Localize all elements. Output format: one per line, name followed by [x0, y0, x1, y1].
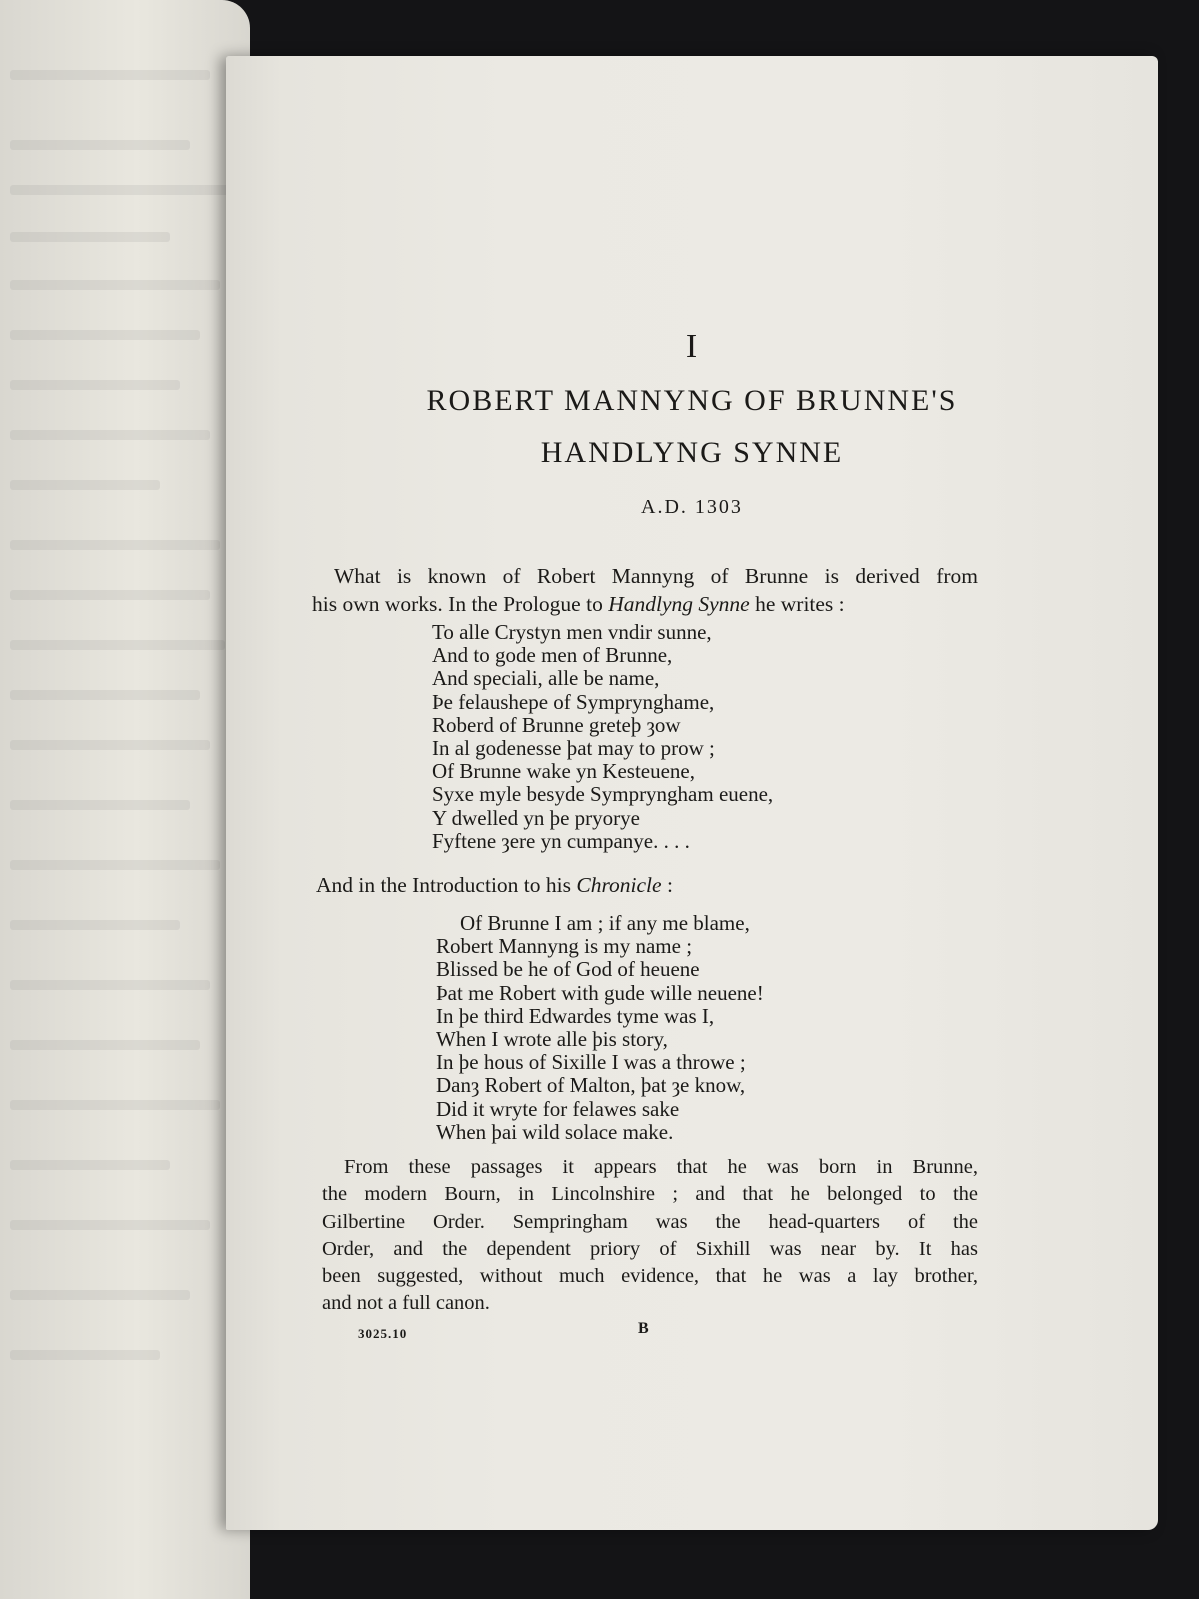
verse-line: Y dwelled yn þe pryorye — [432, 805, 640, 830]
printer-signature-number: 3025.10 — [358, 1326, 408, 1341]
intro-line-2-end: he writes : — [749, 592, 845, 616]
chapter-title-line-2: HANDLYNG SYNNE — [540, 436, 844, 469]
verse-line: Roberd of Brunne greteþ ȝow — [432, 712, 681, 737]
page-content — [226, 56, 1158, 1530]
paragraph-line: Order, and the dependent priory of Sixhill was near by. It has — [322, 1237, 978, 1260]
paragraph-line: been suggested, without much evidence, that he was a lay brother, — [322, 1265, 978, 1288]
chronicle-intro-end: : — [661, 873, 673, 897]
work-title-chronicle: Chronicle — [576, 873, 662, 897]
work-title-handlyng-synne: Handlyng Synne — [608, 592, 750, 616]
verse-line: And to gode men of Brunne, — [432, 643, 673, 668]
chapter-date: A.D. 1303 — [641, 496, 743, 518]
intro-paragraph — [312, 562, 978, 618]
verse-line: Robert Mannyng is my name ; — [436, 934, 693, 959]
verse-line: Danȝ Robert of Malton, þat ȝe know, — [436, 1073, 746, 1098]
paragraph-line: the modern Bourn, in Lincolnshire ; and that he belonged to the — [322, 1183, 978, 1206]
verse-line: Of Brunne wake yn Kesteuene, — [432, 759, 695, 784]
paragraph-line: Gilbertine Order. Sempringham was the head-quarters of the — [322, 1210, 978, 1233]
verse-line: In þe hous of Sixille I was a throwe ; — [436, 1050, 746, 1075]
printer-signature-mark: B — [638, 1320, 649, 1337]
verse-line: When I wrote alle þis story, — [436, 1027, 668, 1052]
verse-line: Blissed be he of God of heuene — [436, 957, 700, 982]
right-page — [226, 56, 1158, 1530]
intro-line-2-start: his own works. In the Prologue to — [312, 592, 609, 616]
prologue-verse — [432, 621, 773, 853]
conclusion-paragraph — [322, 1154, 978, 1318]
chronicle-intro — [316, 871, 673, 899]
intro-line-1: What is known of Robert Mannyng of Brunne is derived from — [334, 564, 978, 588]
verse-line: Þe felaushepe of Symprynghame, — [432, 689, 715, 714]
left-page — [0, 0, 250, 1599]
verse-line: And speciali, alle be name, — [432, 666, 660, 691]
verse-line: Of Brunne I am ; if any me blame, — [460, 911, 750, 935]
verse-line: Fyftene ȝere yn cumpanye. . . . — [432, 828, 690, 853]
paragraph-line: From these passages it appears that he was born in Brunne, — [344, 1156, 978, 1178]
paragraph-line: and not a full canon. — [322, 1292, 490, 1315]
chronicle-verse — [436, 912, 764, 1144]
chronicle-intro-line — [316, 871, 673, 899]
chapter-number: I — [685, 328, 699, 365]
verse-line: Syxe myle besyde Sympryngham euene, — [432, 782, 774, 807]
verse-line: In þe third Edwardes tyme was I, — [436, 1003, 715, 1028]
chapter-title-line-1: ROBERT MANNYNG OF BRUNNE'S — [426, 384, 958, 417]
verse-line: When þai wild solace make. — [436, 1119, 674, 1144]
intro-line-2 — [312, 590, 978, 618]
chronicle-intro-start: And in the Introduction to his — [316, 873, 577, 897]
verse-line: Did it wryte for felawes sake — [436, 1096, 680, 1121]
verse-line: In al godenesse þat may to prow ; — [432, 736, 715, 761]
verse-line: Þat me Robert with gude wille neuene! — [436, 980, 764, 1005]
verse-line: To alle Crystyn men vndir sunne, — [432, 620, 712, 644]
